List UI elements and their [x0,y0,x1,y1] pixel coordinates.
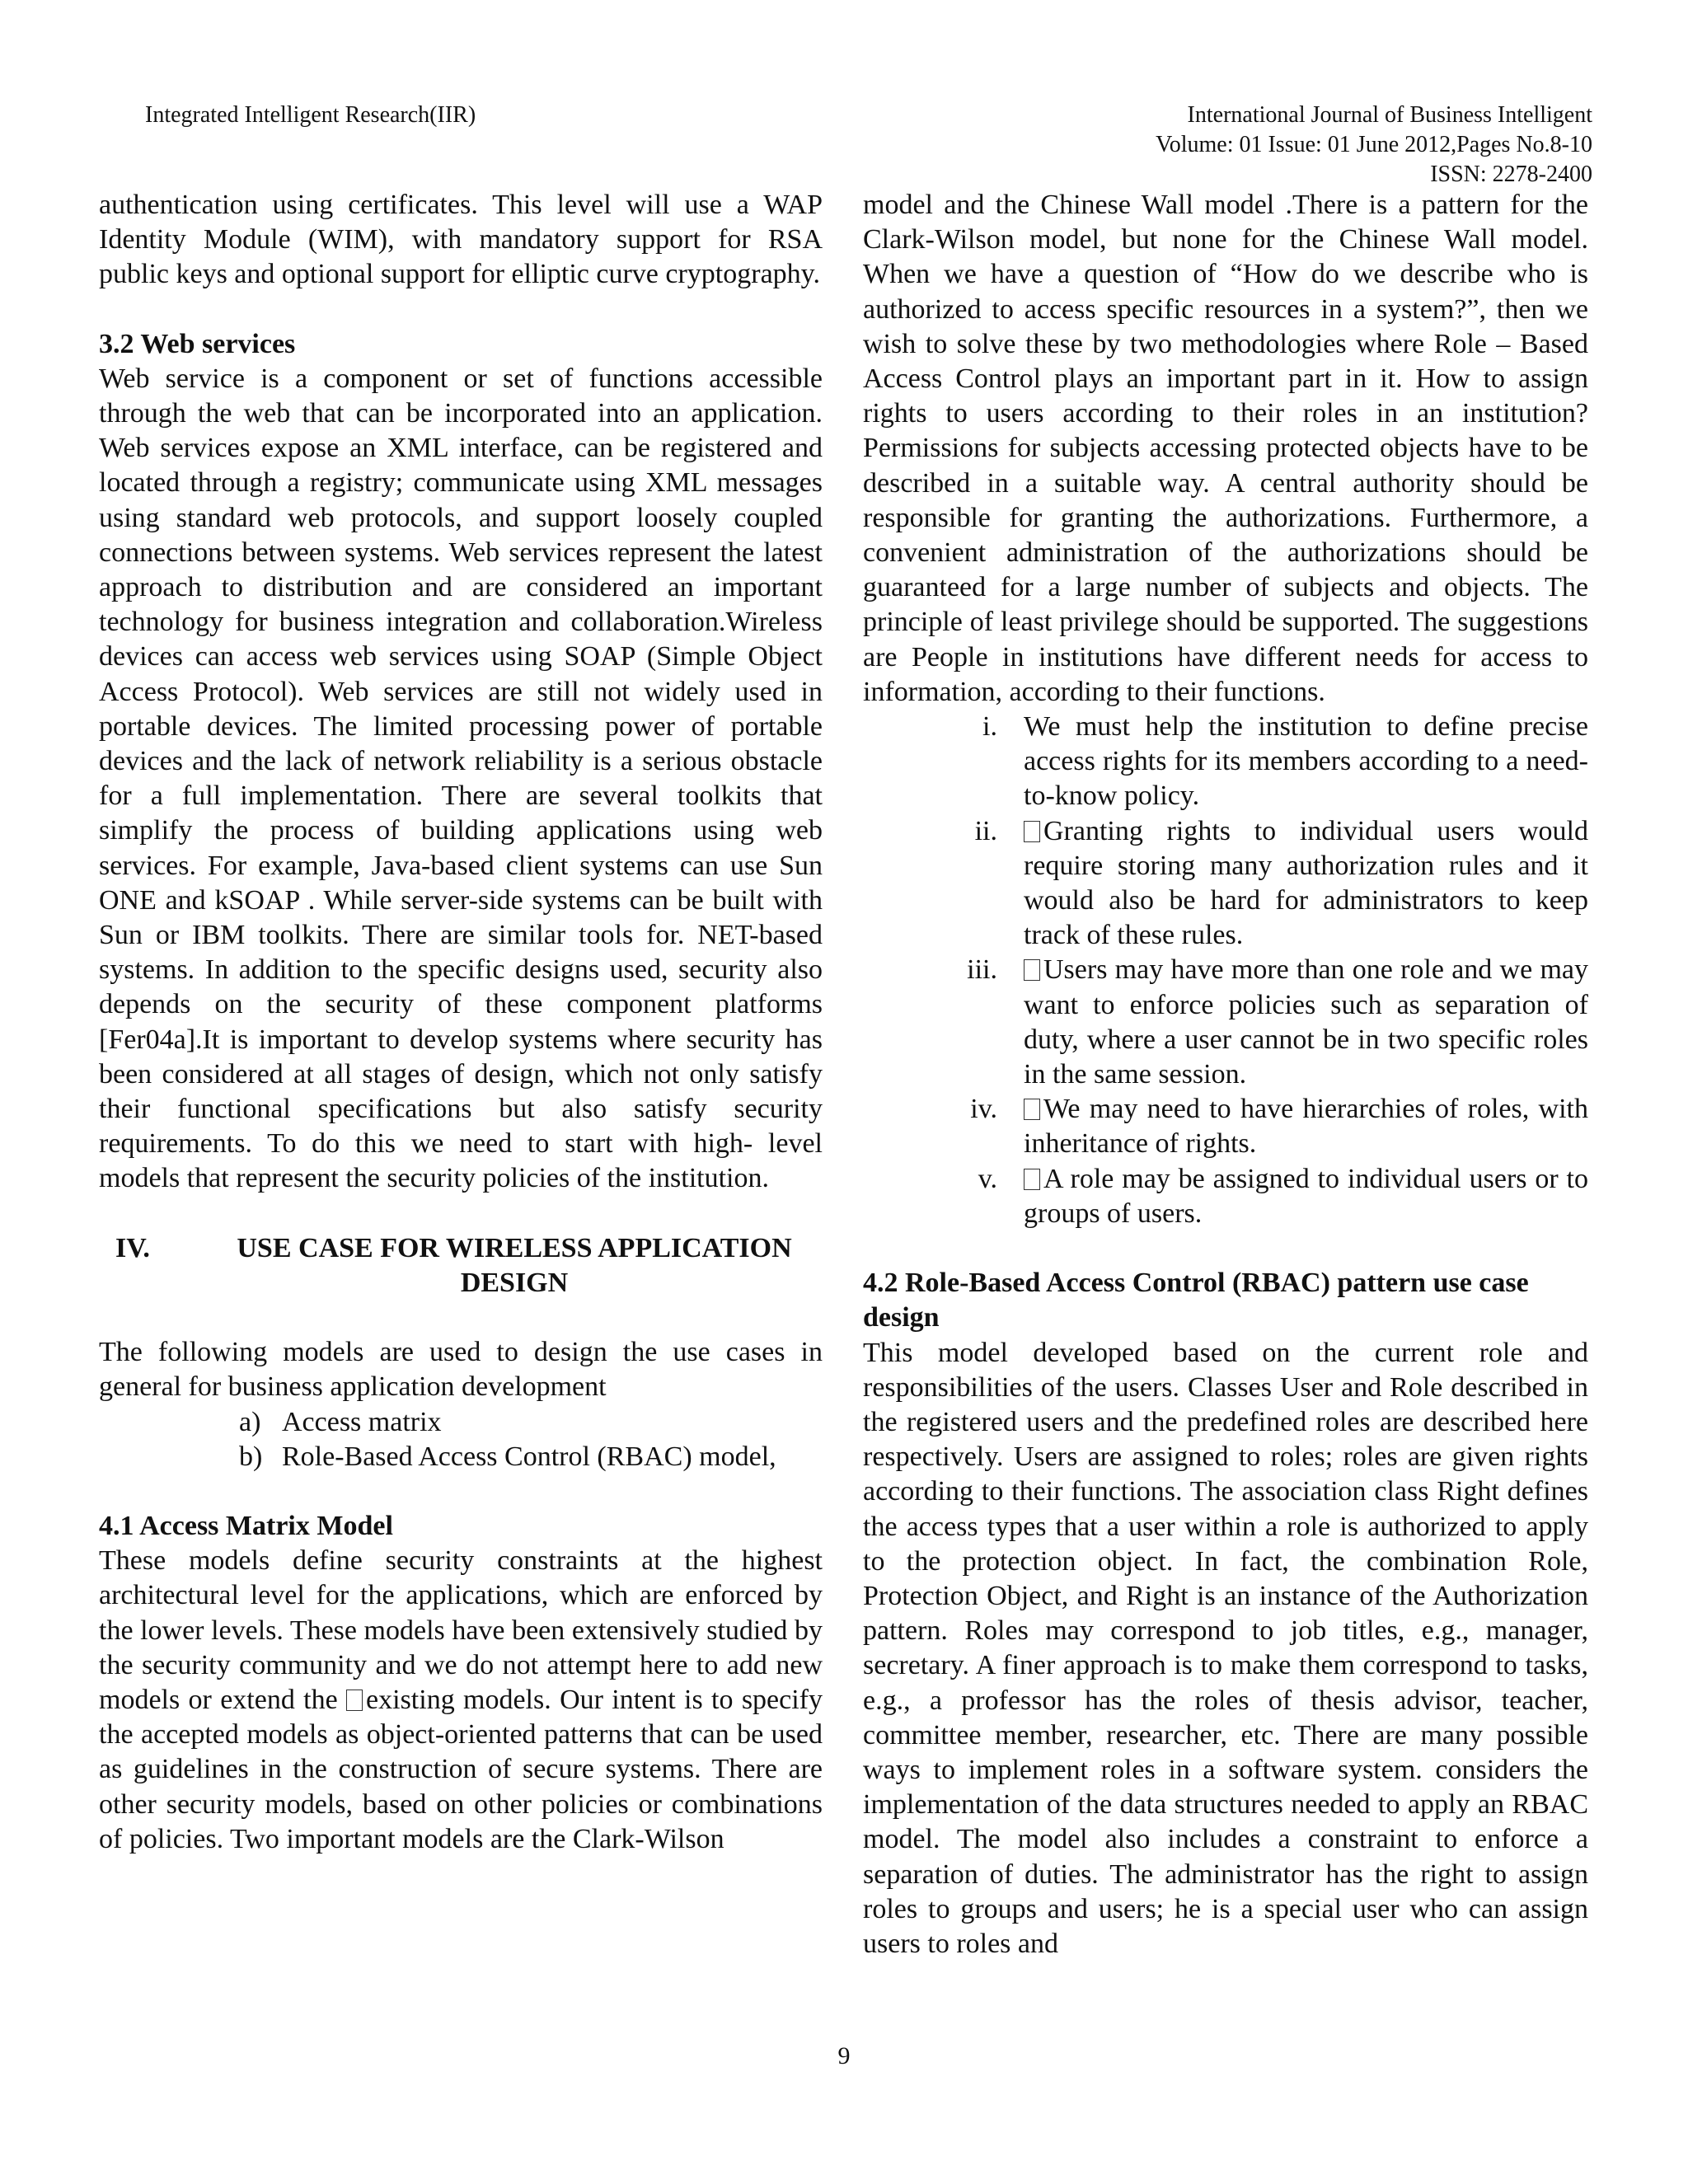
section-title: USE CASE FOR WIRELESS APPLICATION DESIGN [237,1232,792,1298]
list-item: v. A role may be assigned to individual users or to groups of users. [978,1163,1588,1229]
section-number: IV. [115,1232,150,1263]
list-item: b) Role-Based Access Control (RBAC) model, [239,1441,776,1472]
missing-glyph-icon [1024,1169,1040,1190]
volume-info: Volume: 01 Issue: 01 June 2012,Pages No.8-10 [1156,132,1592,157]
page-number: 9 [837,2042,851,2069]
running-header-right [1156,101,1592,190]
suggestions-list [863,710,1588,1231]
missing-glyph-icon [346,1690,363,1711]
intro-paragraph: authentication using certificates. This level will use a WAP Identity Module (WIM), with mandatory support for RSA public keys and optional support for elliptic curve cryptography. [99,190,823,290]
section-heading [99,1231,823,1301]
missing-glyph-icon [1024,959,1040,981]
running-header-left: Integrated Intelligent Research(IIR) [145,102,476,128]
models-list [99,1405,823,1474]
list-item: iii. Users may have more than one role and we may want to enforce policies such as separation of duty, where a user cannot be in two specific roles in the same session. [967,954,1588,1090]
list-item: i. We must help the institution to define precise access rights for its members according to a need-to-know policy. [982,711,1588,812]
web-services-paragraph: Web service is a component or set of functions accessible through the web that can be incorporated into an application. Web services expose an XML interface, can be registered and located through a registry; communicate using XML messages using standard web protocols, and support loosely coupled connections between systems. Web services represent the latest approach to distribution and are considered an important technology for business integration and collaboration.Wireless devices can access web services using SOAP (Simple Object Access Protocol). Web services are still not widely used in portable devices. The limited processing power of portable devices and the lack of network reliability is a serious obstacle for a full implementation. There are several toolkits that simplify the process of building applications using web services. For example, Java-based client systems can use Sun ONE and kSOAP . While server-side systems can be built with Sun or IBM toolkits. There are similar tools for. NET-based systems. In addition to the specific designs used, security also depends on the security of these component platforms [Fer04a].It is important to develop systems where security has been considered at all stages of design, which not only satisfy their functional specifications but also satisfy security requirements. To do this we need to start with high- level models that represent the security policies of the institution. [99,363,823,1194]
heading-access-matrix: 4.1 Access Matrix Model [99,1510,393,1541]
issn: ISSN: 2278-2400 [1430,162,1592,187]
heading-rbac: 4.2 Role-Based Access Control (RBAC) pattern use case design [863,1268,1529,1333]
list-item: iv. We may need to have hierarchies of roles, with inheritance of rights. [970,1094,1588,1160]
list-item: a) Access matrix [239,1406,442,1437]
rbac-paragraph: This model developed based on the current role and responsibilities of the users. Classes User and Role described in the registered users and the predefined roles are described here respectively. Users are assigned to roles; roles are given rights according to their functions. The association class Right defines the access types that a user within a role is authorized to apply to the protection object. In fact, the combination Role, Protection Object, and Right is an instance of the Authorization pattern. Roles may correspond to job titles, e.g., manager, secretary. A finer approach is to make them correspond to tasks, e.g., a professor has the roles of thesis advisor, teacher, committee member, researcher, etc. There are many possible ways to implement roles in a software system. considers the implementation of the data structures needed to apply an RBAC model. The model also includes a constraint to enforce a separation of duties. The administrator has the right to assign roles to groups and users; he is a special user who can assign users to roles and [863,1337,1588,1959]
heading-web-services: 3.2 Web services [99,328,296,359]
missing-glyph-icon [1024,1099,1040,1120]
left-column [99,188,823,1857]
continued-paragraph: model and the Chinese Wall model .There is a pattern for the Clark-Wilson model, but none for the Chinese Wall model. When we have a question of “How do we describe who is authorized to access specific resources in a system?”, then we wish to solve these by two methodologies where Role – Based Access Control plays an important part in it. How to assign rights to users according to their roles in an institution? Permissions for subjects accessing protected objects have to be described in a suitable way. A central authority should be responsible for granting the authorizations. Furthermore, a convenient administration of the authorizations should be guaranteed for a large number of subjects and objects. The principle of least privilege should be supported. The suggestions are People in institutions have different needs for access to information, according to their functions. [863,190,1588,707]
missing-glyph-icon [1024,821,1040,842]
journal-name: International Journal of Business Intelligent [1187,102,1592,128]
models-paragraph: The following models are used to design the use cases in general for business application development [99,1337,823,1403]
list-item: ii. Granting rights to individual users would require storing many authorization rules and it would also be hard for administrators to keep track of these rules. [974,815,1588,951]
access-matrix-paragraph: These models define security constraints at the highest architectural level for the applications, which are enforced by the lower levels. These models have been extensively studied by the security community and we do not attempt here to add new models or extend the existing models. Our intent is to specify the accepted models as object-oriented patterns that can be used as guidelines in the construction of secure systems. There are other security models, based on other policies or combinations of policies. Two important models are the Clark-Wilson [99,1545,823,1854]
right-column [863,188,1588,1961]
